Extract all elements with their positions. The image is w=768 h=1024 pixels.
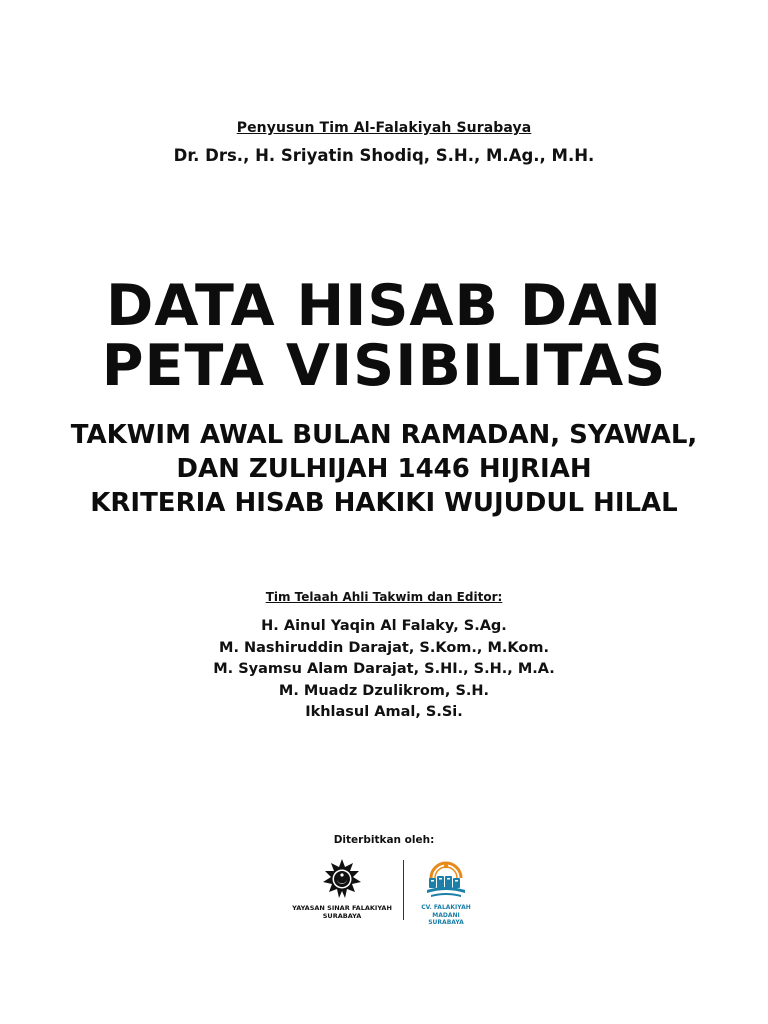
- books-globe-icon: [423, 858, 469, 902]
- foundation-logo-caption: [290, 904, 394, 920]
- editor-name: H. Ainul Yaqin Al Falaky, S.Ag.: [261, 618, 507, 634]
- editors-label: Tim Telaah Ahli Takwim dan Editor:: [265, 590, 503, 604]
- main-title: [0, 273, 768, 399]
- publisher-logos: [0, 858, 768, 928]
- main-title-line: PETA VISIBILITAS: [101, 333, 667, 399]
- compiler-name: Dr. Drs., H. Sriyatin Shodiq, S.H., M.Ag., M.H.: [173, 146, 595, 165]
- subtitle-line: DAN ZULHIJAH 1446 HIJRIAH: [176, 454, 592, 484]
- subtitle-line: KRITERIA HISAB HAKIKI WUJUDUL HILAL: [90, 488, 678, 518]
- publisher-company-logo-caption-line: SURABAYA: [428, 919, 464, 926]
- publisher-company-logo: [410, 858, 482, 927]
- foundation-logo-caption-line: SURABAYA: [322, 912, 362, 920]
- publisher-company-logo-caption: [410, 904, 482, 927]
- editor-name: M. Nashiruddin Darajat, S.Kom., M.Kom.: [219, 639, 549, 656]
- publisher-label: Diterbitkan oleh:: [333, 834, 435, 846]
- main-title-line: DATA HISAB DAN: [106, 273, 662, 339]
- editors-list: [0, 616, 768, 724]
- subtitle-line: TAKWIM AWAL BULAN RAMADAN, SYAWAL,: [70, 420, 698, 450]
- compiler-label: Penyusun Tim Al-Falakiyah Surabaya: [236, 120, 532, 136]
- publisher-company-logo-caption-line: CV. FALAKIYAH MADANI: [421, 904, 471, 919]
- editor-name: M. Muadz Dzulikrom, S.H.: [278, 682, 490, 699]
- foundation-logo: [290, 858, 394, 920]
- star-emblem-icon: [320, 858, 364, 902]
- subtitle: [0, 418, 768, 520]
- logo-divider: [403, 860, 404, 920]
- editor-name: M. Syamsu Alam Darajat, S.HI., S.H., M.A.: [213, 661, 555, 677]
- editor-name: Ikhlasul Amal, S.Si.: [305, 704, 463, 720]
- foundation-logo-caption-line: YAYASAN SINAR FALAKIYAH: [292, 904, 392, 912]
